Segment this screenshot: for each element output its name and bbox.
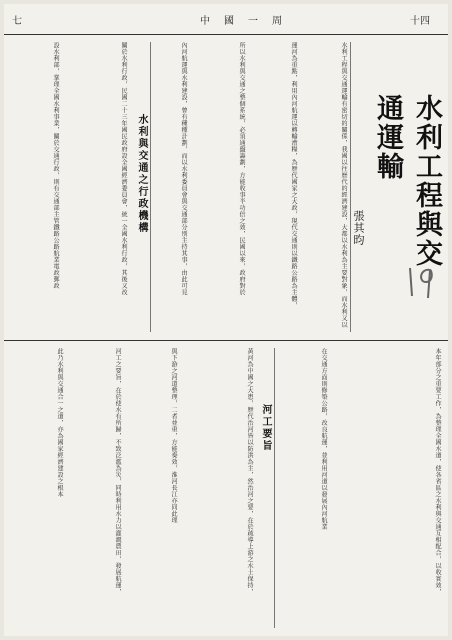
section-title-admin: 水利與交通之行政機構: [136, 114, 147, 234]
column-divider: [350, 42, 351, 332]
middle-rule: [4, 340, 448, 341]
bottom-column-3b: 此乃水利與交通合一之道，亦為國家經濟建設之根本: [56, 348, 63, 498]
column-divider: [150, 42, 151, 332]
article-title: 水利工程與交通運輸: [372, 94, 442, 268]
top-column-2a: 所以水利與交通之整個系統，必須通盤籌劃，方能收事半功倍之效，民國以來，政府對於: [238, 42, 245, 296]
header-rule: [4, 34, 448, 35]
bottom-column-2a: 黃河為中國之大患，歷代治河皆以防洪為主，然治河之要，在於疏導上游之水土保持，: [246, 348, 253, 595]
article-author: 張其昀: [352, 210, 365, 246]
bottom-column-1a: 本年部分之重要工作，為整理全國水道，使各省區之水利與交通互相配合，以收實效，: [434, 348, 441, 595]
top-column-3a: 關於水利行政，民國二十三年國民政府設全國經濟委員會，統一全國水利行政，其後又改: [120, 42, 127, 296]
handwritten-mark-icon: [406, 262, 436, 302]
top-column-2b: 內河航運與水利建設，曾有種種計劃，而以水利委員會與交通部分別主持其事，由此可見: [180, 42, 187, 296]
top-column-1b: 運河為重點，利用內河航運以轉輸漕糧，為歷代國家之大政，現代交通則以鐵路公路為主體，: [290, 42, 297, 309]
bottom-column-2b: 與下游之河道整理，二者並重，方能奏效，淮河長江亦同此理: [170, 348, 177, 524]
page-number: 十四: [410, 16, 430, 27]
column-divider: [274, 348, 275, 628]
section-title-waterway: 河工要旨: [260, 404, 271, 452]
bottom-column-1b: 在交通方面則修築公路，改良航運，並利用河道以發展內河航業: [320, 348, 327, 530]
top-column-1a: 水利工程與交通運輸有密切的關係，我國以往歷代的經濟建設，大都以水利為主要對象，而水利又以: [340, 42, 347, 328]
left-page-mark: 七: [12, 16, 22, 27]
newspaper-page: [4, 4, 448, 636]
handwritten-page-number: [406, 262, 436, 307]
journal-name: 中國一周: [200, 16, 296, 27]
top-column-3b: 設水利部，掌理全國水利事業，關於交通行政，則有交通部主管鐵路公路航業電政郵政: [52, 42, 59, 289]
bottom-column-3a: 河工之要旨，在於使水有所歸，不致泛濫為災，同時利用水力以灌溉農田，發展航運，: [114, 348, 121, 595]
